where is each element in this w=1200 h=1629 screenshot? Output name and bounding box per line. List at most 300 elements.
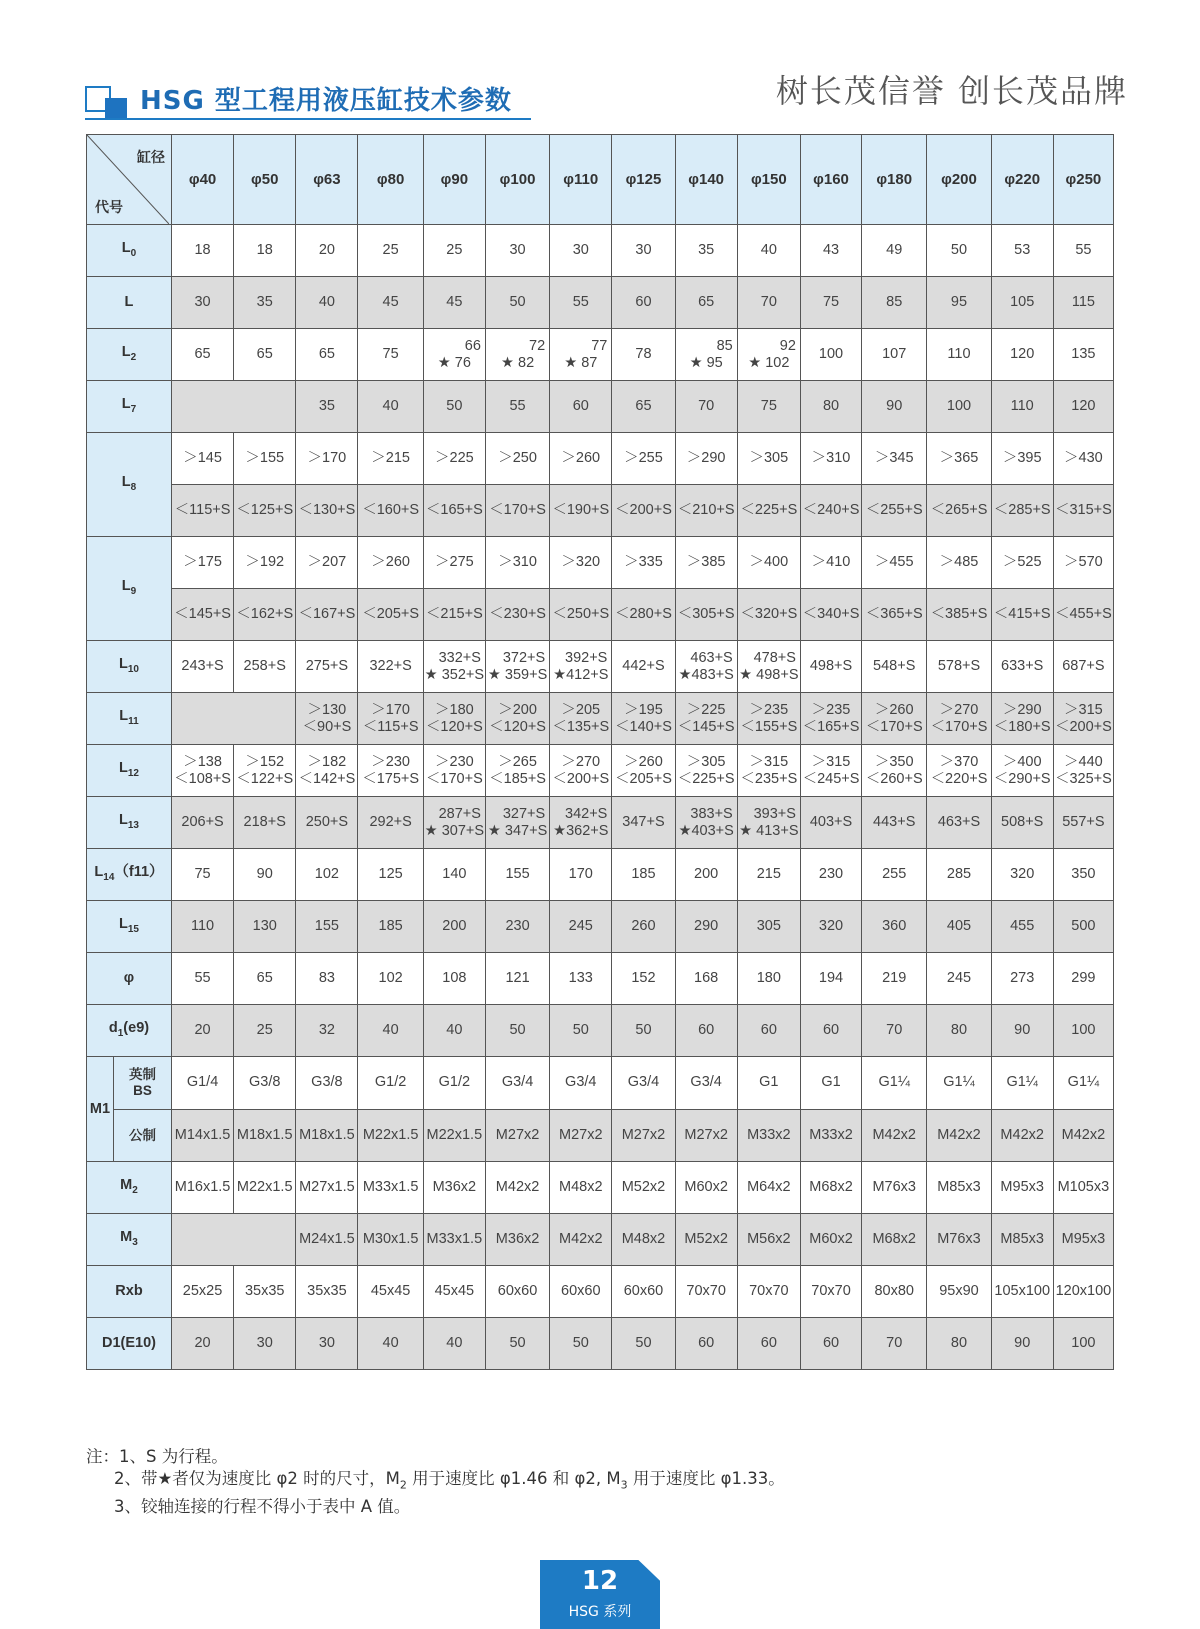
table-cell: ＜255+S: [862, 485, 927, 537]
table-row: [87, 1162, 1114, 1214]
table-cell: M68x2: [800, 1162, 861, 1214]
table-cell: 50: [550, 1318, 612, 1370]
table-cell: 455: [991, 901, 1053, 953]
column-header: φ140: [675, 135, 737, 225]
table-cell: 40: [358, 381, 423, 433]
table-cell: 200: [423, 901, 485, 953]
table-cell: ＞430: [1053, 433, 1113, 485]
table-cell: ＞230 ＜170+S: [423, 745, 485, 797]
table-cell: 50: [612, 1318, 675, 1370]
table-cell: 35: [296, 381, 358, 433]
empty-cell: [171, 693, 295, 745]
row-label-l12: $L_{12}$: [87, 745, 172, 797]
table-cell: M60x2: [800, 1214, 861, 1266]
table-cell: M24x1.5: [296, 1214, 358, 1266]
table-cell: 245: [550, 901, 612, 953]
table-cell: 20: [296, 225, 358, 277]
table-cell: ＞370 ＜220+S: [927, 745, 991, 797]
corner-header: [87, 135, 172, 225]
table-cell: 102: [296, 849, 358, 901]
table-cell: ＞260: [550, 433, 612, 485]
table-cell: 273: [991, 953, 1053, 1005]
table-cell: 60: [675, 1005, 737, 1057]
table-cell: 107: [862, 329, 927, 381]
table-cell: G3/4: [485, 1057, 549, 1110]
row-label-m2: $M_2$: [87, 1162, 172, 1214]
table-cell: 65: [675, 277, 737, 329]
table-cell: 55: [550, 277, 612, 329]
table-row: [87, 485, 1114, 537]
table-cell: 25x25: [171, 1266, 233, 1318]
table-cell: 463+S: [927, 797, 991, 849]
table-cell: ＞315 ＜200+S: [1053, 693, 1113, 745]
table-cell: M42x2: [1053, 1109, 1113, 1162]
table-cell: 100: [800, 329, 861, 381]
table-cell: M64x2: [737, 1162, 800, 1214]
table-cell: ＜305+S: [675, 589, 737, 641]
table-cell: 90: [991, 1318, 1053, 1370]
notes: [86, 1446, 785, 1518]
column-header: φ250: [1053, 135, 1113, 225]
table-cell: ＜190+S: [550, 485, 612, 537]
table-cell: 70x70: [800, 1266, 861, 1318]
table-cell: M105x3: [1053, 1162, 1113, 1214]
table-cell: ＞290 ＜180+S: [991, 693, 1053, 745]
table-cell: 125: [358, 849, 423, 901]
table-cell: G1¼: [991, 1057, 1053, 1110]
table-cell: ＞230 ＜175+S: [358, 745, 423, 797]
table-cell: ＜170+S: [485, 485, 549, 537]
column-header: φ160: [800, 135, 861, 225]
table-cell: M16x1.5: [171, 1162, 233, 1214]
table-cell: 45x45: [358, 1266, 423, 1318]
table-cell: 70: [675, 381, 737, 433]
table-cell: 40: [358, 1318, 423, 1370]
table-cell: M27x1.5: [296, 1162, 358, 1214]
table-cell: 40: [423, 1005, 485, 1057]
column-header: φ180: [862, 135, 927, 225]
table-cell: ＞400: [737, 537, 800, 589]
table-row: [87, 745, 1114, 797]
table-cell: 50: [485, 1005, 549, 1057]
table-cell: ＞440 ＜325+S: [1053, 745, 1113, 797]
table-cell: ＞260: [358, 537, 423, 589]
table-cell: 25: [358, 225, 423, 277]
table-cell: M27x2: [550, 1109, 612, 1162]
table-cell: ＜215+S: [423, 589, 485, 641]
table-cell: 20: [171, 1318, 233, 1370]
table-cell: ＞180 ＜120+S: [423, 693, 485, 745]
table-cell: 110: [927, 329, 991, 381]
column-header: φ100: [485, 135, 549, 225]
table-row: [87, 1005, 1114, 1057]
table-cell: ＞455: [862, 537, 927, 589]
table-cell: 90: [991, 1005, 1053, 1057]
table-row: [87, 537, 1114, 589]
table-row: [87, 693, 1114, 745]
table-cell: M68x2: [862, 1214, 927, 1266]
table-cell: 60: [612, 277, 675, 329]
column-header: φ125: [612, 135, 675, 225]
table-cell: ＜415+S: [991, 589, 1053, 641]
table-row: [87, 797, 1114, 849]
table-cell: 83: [296, 953, 358, 1005]
table-cell: 152: [612, 953, 675, 1005]
table-row: [87, 329, 1114, 381]
table-cell: M36x2: [423, 1162, 485, 1214]
table-cell: 70: [862, 1318, 927, 1370]
table-cell: ＞365: [927, 433, 991, 485]
table-cell: ＞170: [296, 433, 358, 485]
table-cell: 30: [171, 277, 233, 329]
table-cell: 49: [862, 225, 927, 277]
table-cell: 200: [675, 849, 737, 901]
table-cell: 45x45: [423, 1266, 485, 1318]
table-cell: ＜145+S: [171, 589, 233, 641]
table-cell: M36x2: [485, 1214, 549, 1266]
row-label-phi: φ: [87, 953, 172, 1005]
table-cell: 299: [1053, 953, 1113, 1005]
row-label-l2: $L_2$: [87, 329, 172, 381]
table-cell: 50: [927, 225, 991, 277]
table-row: [87, 277, 1114, 329]
column-header: φ220: [991, 135, 1053, 225]
table-cell: ＞260 ＜170+S: [862, 693, 927, 745]
table-cell: 275+S: [296, 641, 358, 693]
row-label-l9: $L_9$: [87, 537, 172, 641]
table-cell: 243+S: [171, 641, 233, 693]
column-header: φ90: [423, 135, 485, 225]
page-series: HSG 系列: [568, 1604, 632, 1620]
table-cell: M22x1.5: [358, 1109, 423, 1162]
table-cell: G3/4: [550, 1057, 612, 1110]
row-label-l: L: [87, 277, 172, 329]
table-cell: 20: [171, 1005, 233, 1057]
table-cell: 115: [1053, 277, 1113, 329]
table-cell: 65: [171, 329, 233, 381]
table-cell: 392+S ★412+S: [550, 641, 612, 693]
note-line-2: 2、带★者仅为速度比 φ2 时的尺寸，$M_2$ 用于速度比 φ1.46 和 φ2, $M_3$ 用于速度比 φ1.33。: [114, 1469, 785, 1492]
table-cell: ＞145: [171, 433, 233, 485]
table-cell: 53: [991, 225, 1053, 277]
table-cell: ＞305: [737, 433, 800, 485]
table-cell: 50: [423, 381, 485, 433]
table-cell: ＜385+S: [927, 589, 991, 641]
table-cell: 40: [737, 225, 800, 277]
table-cell: M56x2: [737, 1214, 800, 1266]
table-cell: 70x70: [737, 1266, 800, 1318]
row-label-l15: $L_{15}$: [87, 901, 172, 953]
table-cell: ＞350 ＜260+S: [862, 745, 927, 797]
table-cell: 110: [991, 381, 1053, 433]
table-cell: ＜365+S: [862, 589, 927, 641]
table-cell: 180: [737, 953, 800, 1005]
table-cell: 75: [800, 277, 861, 329]
table-row: [87, 641, 1114, 693]
table-cell: 258+S: [234, 641, 296, 693]
table-cell: M42x2: [991, 1109, 1053, 1162]
table-row: [87, 1266, 1114, 1318]
table-cell: ＞270 ＜200+S: [550, 745, 612, 797]
table-cell: G1: [737, 1057, 800, 1110]
table-cell: 633+S: [991, 641, 1053, 693]
column-header: φ80: [358, 135, 423, 225]
spec-table: [86, 134, 1114, 1370]
table-cell: 75: [737, 381, 800, 433]
table-cell: 155: [485, 849, 549, 901]
table-cell: 85: [862, 277, 927, 329]
table-cell: 443+S: [862, 797, 927, 849]
table-cell: ＞525: [991, 537, 1053, 589]
table-cell: 168: [675, 953, 737, 1005]
row-label-l14: $L_{14}(f11)$: [87, 849, 172, 901]
corner-bottom-label: 代号: [95, 199, 123, 215]
table-cell: ＞255: [612, 433, 675, 485]
table-cell: ＞265 ＜185+S: [485, 745, 549, 797]
table-cell: 72 ★ 82: [485, 329, 549, 381]
table-cell: 230: [800, 849, 861, 901]
table-cell: ＞130 ＜90+S: [296, 693, 358, 745]
table-cell: 194: [800, 953, 861, 1005]
row-label-l13: $L_{13}$: [87, 797, 172, 849]
slogan: 树长茂信誉 创长茂品牌: [775, 72, 1128, 110]
table-cell: ＜165+S: [423, 485, 485, 537]
table-cell: 305: [737, 901, 800, 953]
column-header: φ50: [234, 135, 296, 225]
table-cell: 403+S: [800, 797, 861, 849]
table-cell: ＜455+S: [1053, 589, 1113, 641]
table-cell: ＞570: [1053, 537, 1113, 589]
table-cell: 155: [296, 901, 358, 953]
table-cell: ＞200 ＜120+S: [485, 693, 549, 745]
table-cell: ＞235 ＜155+S: [737, 693, 800, 745]
table-cell: 65: [612, 381, 675, 433]
table-cell: 35: [675, 225, 737, 277]
table-cell: 292+S: [358, 797, 423, 849]
table-cell: 30: [296, 1318, 358, 1370]
column-header: φ150: [737, 135, 800, 225]
table-cell: 110: [171, 901, 233, 953]
row-label-d1: $d_1(e9)$: [87, 1005, 172, 1057]
table-cell: 70x70: [675, 1266, 737, 1318]
table-cell: G1: [800, 1057, 861, 1110]
title-marker-icon: [85, 86, 129, 118]
table-cell: 350: [1053, 849, 1113, 901]
table-cell: 45: [358, 277, 423, 329]
table-cell: 463+S ★483+S: [675, 641, 737, 693]
table-cell: ＜285+S: [991, 485, 1053, 537]
table-cell: 35x35: [234, 1266, 296, 1318]
table-cell: 320: [800, 901, 861, 953]
table-cell: 130: [234, 901, 296, 953]
table-cell: ＞205 ＜135+S: [550, 693, 612, 745]
table-cell: 25: [423, 225, 485, 277]
table-cell: 285: [927, 849, 991, 901]
table-cell: ＞225 ＜145+S: [675, 693, 737, 745]
table-cell: 50: [485, 1318, 549, 1370]
table-cell: 120: [991, 329, 1053, 381]
table-cell: 78: [612, 329, 675, 381]
table-cell: G1/2: [423, 1057, 485, 1110]
table-cell: M33x2: [800, 1109, 861, 1162]
table-cell: ＜130+S: [296, 485, 358, 537]
table-cell: 100: [927, 381, 991, 433]
table-cell: 50: [550, 1005, 612, 1057]
table-cell: ＜250+S: [550, 589, 612, 641]
table-cell: 393+S ★ 413+S: [737, 797, 800, 849]
table-cell: 687+S: [1053, 641, 1113, 693]
table-row: [87, 433, 1114, 485]
table-cell: 65: [296, 329, 358, 381]
row-label-l11: $L_{11}$: [87, 693, 172, 745]
table-cell: 287+S ★ 307+S: [423, 797, 485, 849]
page-title: HSG 型工程用液压缸技术参数: [140, 86, 512, 116]
table-cell: 548+S: [862, 641, 927, 693]
corner-top-label: 缸径: [136, 149, 165, 165]
table-cell: ＞192: [234, 537, 296, 589]
table-cell: 230: [485, 901, 549, 953]
table-cell: M22x1.5: [234, 1162, 296, 1214]
page-number: 12: [581, 1566, 619, 1596]
table-cell: ＞315 ＜235+S: [737, 745, 800, 797]
table-cell: 508+S: [991, 797, 1053, 849]
table-cell: ＜125+S: [234, 485, 296, 537]
table-cell: ＜240+S: [800, 485, 861, 537]
table-cell: M27x2: [675, 1109, 737, 1162]
table-cell: 40: [296, 277, 358, 329]
table-cell: 105: [991, 277, 1053, 329]
table-cell: 55: [485, 381, 549, 433]
table-cell: 218+S: [234, 797, 296, 849]
table-cell: 75: [358, 329, 423, 381]
table-cell: 100: [1053, 1005, 1113, 1057]
table-cell: 95: [927, 277, 991, 329]
table-cell: ＞310: [485, 537, 549, 589]
table-cell: 30: [485, 225, 549, 277]
table-cell: M33x1.5: [423, 1214, 485, 1266]
table-cell: 40: [358, 1005, 423, 1057]
table-cell: 90: [862, 381, 927, 433]
table-cell: 30: [612, 225, 675, 277]
table-cell: 32: [296, 1005, 358, 1057]
row-label-l8: $L_8$: [87, 433, 172, 537]
table-cell: 557+S: [1053, 797, 1113, 849]
table-cell: 35: [234, 277, 296, 329]
table-cell: ＞260 ＜205+S: [612, 745, 675, 797]
table-cell: ＞290: [675, 433, 737, 485]
table-cell: ＜265+S: [927, 485, 991, 537]
table-cell: 121: [485, 953, 549, 1005]
table-cell: ＞182 ＜142+S: [296, 745, 358, 797]
table-cell: 60: [737, 1005, 800, 1057]
table-cell: 40: [423, 1318, 485, 1370]
table-cell: 92 ★ 102: [737, 329, 800, 381]
table-cell: 255: [862, 849, 927, 901]
table-cell: 66 ★ 76: [423, 329, 485, 381]
table-cell: M18x1.5: [296, 1109, 358, 1162]
table-cell: ＜162+S: [234, 589, 296, 641]
table-cell: 372+S ★ 359+S: [485, 641, 549, 693]
table-cell: ＜320+S: [737, 589, 800, 641]
table-cell: M27x2: [485, 1109, 549, 1162]
table-cell: 102: [358, 953, 423, 1005]
table-cell: 320: [991, 849, 1053, 901]
table-cell: 260: [612, 901, 675, 953]
table-cell: ＞310: [800, 433, 861, 485]
table-cell: 55: [1053, 225, 1113, 277]
table-cell: G1¼: [927, 1057, 991, 1110]
table-cell: 60: [800, 1318, 861, 1370]
table-cell: ＞270 ＜170+S: [927, 693, 991, 745]
table-cell: G3/4: [612, 1057, 675, 1110]
table-cell: 30: [234, 1318, 296, 1370]
table-cell: 65: [234, 329, 296, 381]
table-cell: 215: [737, 849, 800, 901]
table-cell: 290: [675, 901, 737, 953]
row-label-l7: $L_7$: [87, 381, 172, 433]
row-label-l0: $L_0$: [87, 225, 172, 277]
table-cell: M33x2: [737, 1109, 800, 1162]
table-cell: 250+S: [296, 797, 358, 849]
table-row: [87, 1318, 1114, 1370]
table-cell: M60x2: [675, 1162, 737, 1214]
table-cell: M76x3: [862, 1162, 927, 1214]
table-cell: 90: [234, 849, 296, 901]
table-cell: 347+S: [612, 797, 675, 849]
table-cell: 332+S ★ 352+S: [423, 641, 485, 693]
table-cell: ＜115+S: [171, 485, 233, 537]
table-cell: 206+S: [171, 797, 233, 849]
title-underline: [85, 118, 531, 120]
table-cell: 245: [927, 953, 991, 1005]
table-cell: M52x2: [612, 1162, 675, 1214]
table-cell: 80: [927, 1005, 991, 1057]
table-cell: M85x3: [927, 1162, 991, 1214]
table-cell: 60: [550, 381, 612, 433]
table-cell: 85 ★ 95: [675, 329, 737, 381]
row-label-l10: $L_{10}$: [87, 641, 172, 693]
table-cell: 383+S ★403+S: [675, 797, 737, 849]
table-row: [87, 953, 1114, 1005]
table-cell: G1/4: [171, 1057, 233, 1110]
table-cell: ＜210+S: [675, 485, 737, 537]
table-cell: M85x3: [991, 1214, 1053, 1266]
table-row: [87, 1214, 1114, 1266]
table-cell: ＞485: [927, 537, 991, 589]
table-cell: 120: [1053, 381, 1113, 433]
table-cell: ＜200+S: [612, 485, 675, 537]
table-cell: 60: [675, 1318, 737, 1370]
empty-cell: [171, 381, 295, 433]
table-cell: 135: [1053, 329, 1113, 381]
table-row: [87, 589, 1114, 641]
table-row: [87, 381, 1114, 433]
table-cell: ＜160+S: [358, 485, 423, 537]
table-cell: 80: [927, 1318, 991, 1370]
table-cell: 43: [800, 225, 861, 277]
table-cell: ＜315+S: [1053, 485, 1113, 537]
table-cell: 50: [485, 277, 549, 329]
column-header: φ63: [296, 135, 358, 225]
table-cell: 170: [550, 849, 612, 901]
table-cell: ＞138 ＜108+S: [171, 745, 233, 797]
table-cell: 342+S ★362+S: [550, 797, 612, 849]
row-label-rxb: Rxb: [87, 1266, 172, 1318]
table-row: [87, 1109, 1114, 1162]
table-cell: M14x1.5: [171, 1109, 233, 1162]
table-cell: M30x1.5: [358, 1214, 423, 1266]
note-line-1: 注：1、S 为行程。: [86, 1447, 228, 1466]
